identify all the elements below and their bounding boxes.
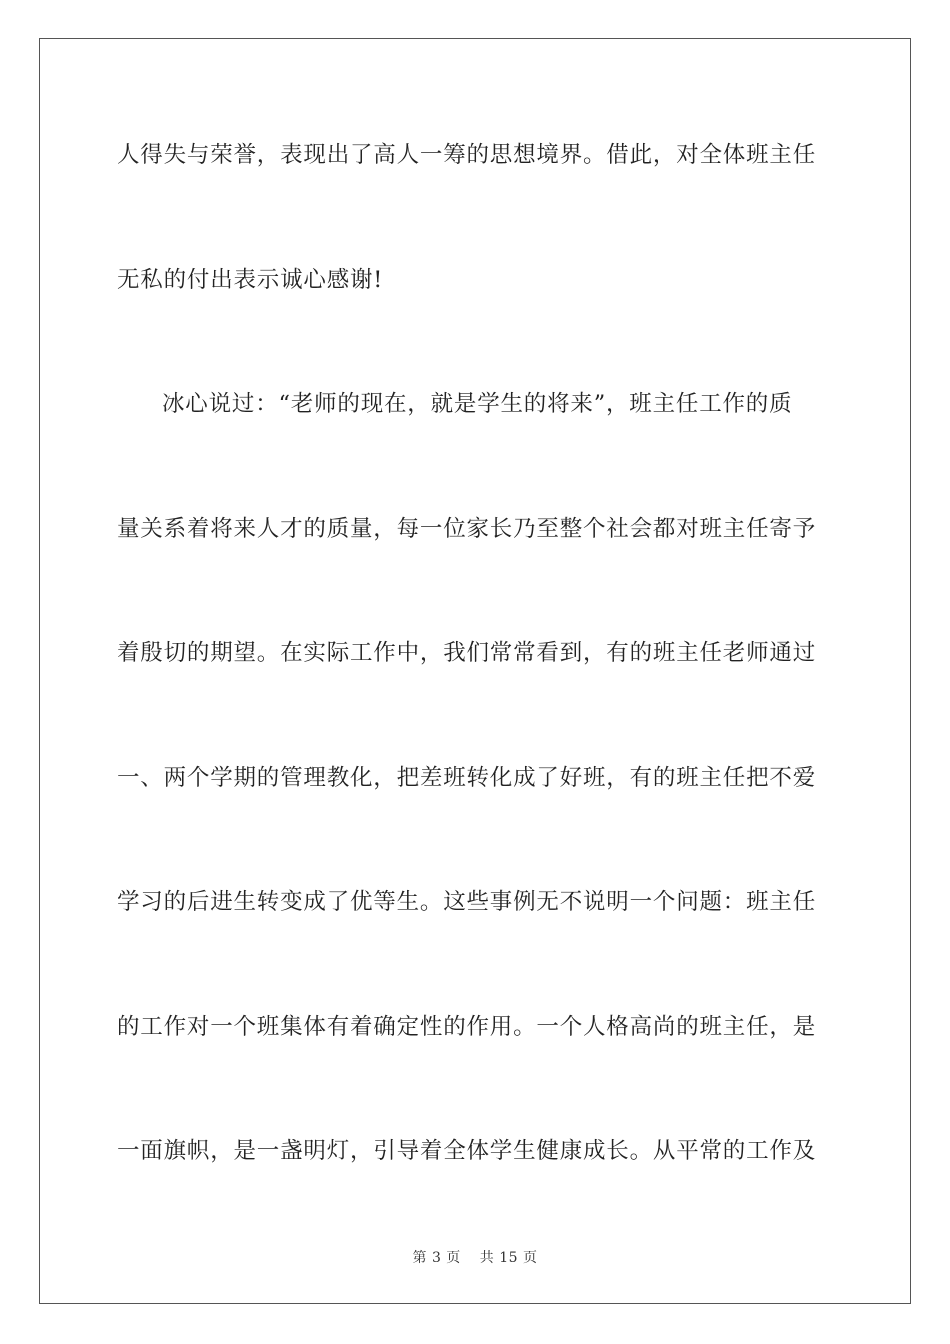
text-line: 的工作对一个班集体有着确定性的作用。一个人格高尚的班主任，是 (117, 1013, 817, 1040)
text-line: 冰心说过：“老师的现在，就是学生的将来”，班主任工作的质 (162, 391, 793, 417)
text-line: 一面旗帜，是一盏明灯，引导着全体学生健康成长。从平常的工作及 (117, 1138, 817, 1164)
page-footer (0, 1247, 950, 1267)
text-line: 学习的后进生转变成了优等生。这些事例无不说明一个问题：班主任 (117, 889, 817, 915)
page-total: 共 15 页 (479, 1250, 538, 1266)
text-line: 人得失与荣誉，表现出了高人一筹的思想境界。借此，对全体班主任 (117, 142, 817, 168)
text-line: 无私的付出表示诚心感谢! (117, 266, 384, 293)
text-line: 量关系着将来人才的质量，每一位家长乃至整个社会都对班主任寄予 (117, 515, 817, 542)
text-line: 着殷切的期望。在实际工作中，我们常常看到，有的班主任老师通过 (117, 640, 817, 666)
document-body (117, 127, 837, 1248)
page-number: 第 3 页 (412, 1250, 461, 1266)
text-line: 一、两个学期的管理教化，把差班转化成了好班，有的班主任把不爱 (117, 764, 817, 791)
